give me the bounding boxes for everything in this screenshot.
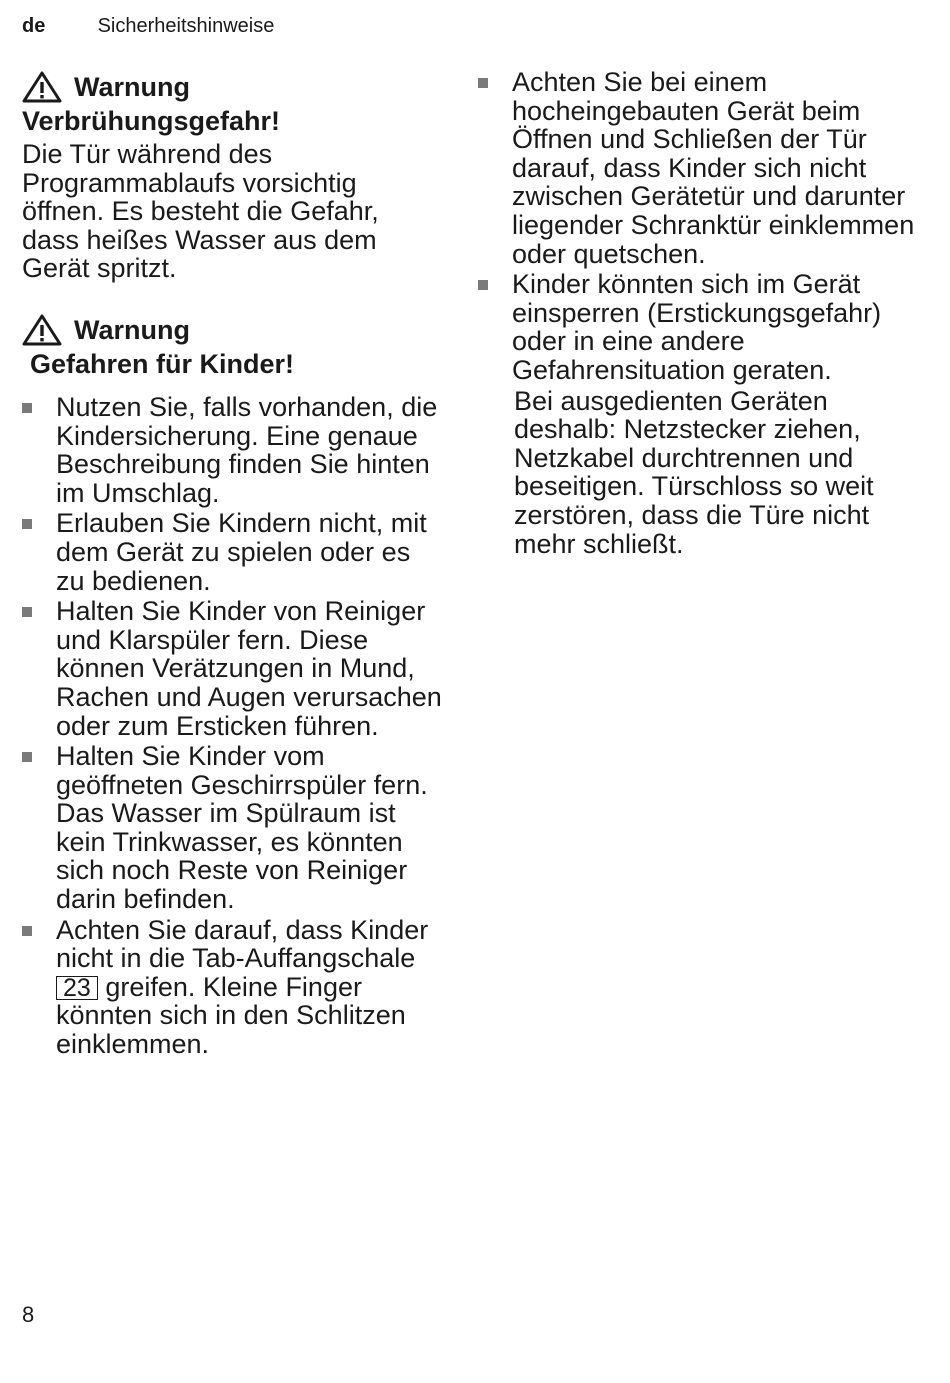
part-reference: 23 bbox=[56, 976, 98, 1000]
language-code: de bbox=[22, 15, 46, 37]
list-item: Halten Sie Kinder von Reiniger und Klarspüler fern. Diese können Verätzungen in Mund, Rachen und Augen verursachen oder zum Ersticken führen. bbox=[22, 597, 442, 740]
section-title: Sicherheitshinweise bbox=[97, 15, 275, 37]
list-item: Halten Sie Kinder vom geöffneten Geschirrspüler fern. Das Wasser im Spülraum ist kein Trinkwasser, es könnten sich noch Reste von Reiniger darin befinden. bbox=[22, 742, 442, 914]
square-bullet-icon bbox=[22, 607, 32, 617]
warning-title: Verbrühungsgefahr! bbox=[22, 106, 281, 136]
right-column bbox=[478, 68, 918, 558]
disposal-paragraph: Bei ausgedienten Geräten deshalb: Netzstecker ziehen, Netzkabel durchtrennen und beseitigen. Türschloss so weit zerstören, dass die Türe nicht mehr schließt. bbox=[514, 385, 874, 559]
left-column bbox=[22, 70, 442, 1061]
list-item: Achten Sie darauf, dass Kinder nicht in die Tab-Auffangschale 23 greifen. Kleine Finger könnten sich in den Schlitzen einklemmen. bbox=[22, 916, 442, 1059]
page-header bbox=[22, 15, 274, 38]
square-bullet-icon bbox=[22, 519, 32, 529]
list-item: Kinder könnten sich im Gerät einsperren (Erstickungsgefahr) oder in eine andere Gefahrensituation geraten. bbox=[478, 270, 918, 384]
warning-triangle-icon bbox=[22, 71, 62, 103]
list-item: Nutzen Sie, falls vorhanden, die Kindersicherung. Eine genaue Beschreibung finden Sie hinten im Umschlag. bbox=[22, 393, 442, 507]
warning-text: Die Tür während des Programmablaufs vorsichtig öffnen. Es besteht die Gefahr, dass heißes Wasser aus dem Gerät spritzt. bbox=[22, 139, 379, 284]
square-bullet-icon bbox=[22, 752, 32, 762]
square-bullet-icon bbox=[478, 280, 488, 290]
warning-scalding bbox=[22, 70, 442, 138]
square-bullet-icon bbox=[478, 78, 488, 88]
continued-safety-list bbox=[478, 68, 918, 385]
list-item: Erlauben Sie Kindern nicht, mit dem Gerät zu spielen oder es zu bedienen. bbox=[22, 509, 442, 595]
warning-triangle-icon bbox=[22, 314, 62, 346]
children-safety-list bbox=[22, 393, 442, 1059]
square-bullet-icon bbox=[22, 926, 32, 936]
list-item: Achten Sie bei einem hocheingebauten Gerät beim Öffnen und Schließen der Tür darauf, dass Kinder sich nicht zwischen Gerätetür und darunter liegender Schranktür einklemmen oder quetschen. bbox=[478, 68, 918, 268]
warning-children bbox=[22, 313, 442, 381]
page-number: 8 bbox=[22, 1302, 35, 1327]
warning-label: Warnung bbox=[74, 314, 190, 345]
warning-label: Warnung bbox=[74, 72, 190, 102]
square-bullet-icon bbox=[22, 403, 32, 413]
warning-title: Gefahren für Kinder! bbox=[30, 348, 295, 379]
